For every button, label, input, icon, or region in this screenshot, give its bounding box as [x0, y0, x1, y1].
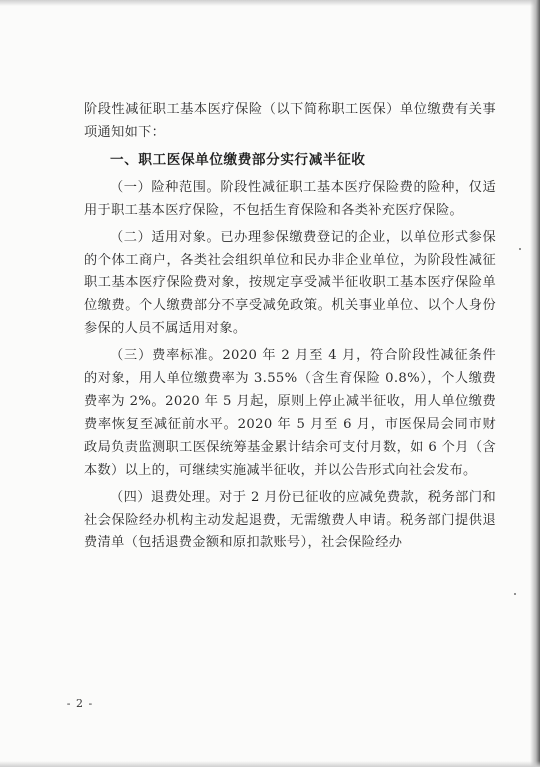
- paragraph-applicable-objects: [84, 227, 496, 342]
- paragraph-refund-handling: [84, 487, 496, 556]
- paragraph-lead: （三）费率标准。: [110, 348, 223, 364]
- scan-shadow-top: [0, 0, 540, 6]
- paragraph-scope: [84, 177, 496, 223]
- paragraph-rate-standard: [84, 345, 496, 482]
- document-body: [84, 99, 496, 555]
- paragraph-body: 已办理参保缴费登记的企业，以单位形式参保的个体工商户，各类社会组织单位和民办非企业单位，为阶段性减征职工基本医疗保险费对象，按规定享受减半征收职工基本医疗保险单位缴费。个人缴费部分不享受减免政策。机关事业单位、以个人身份参保的人员不属适用对象。: [84, 229, 496, 337]
- page-number: - 2 -: [66, 697, 94, 710]
- paragraph-body: 2020 年 2 月至 4 月，符合阶段性减征条件的对象，用人单位缴费率为 3.55%（含生育保险 0.8%），个人缴费费率为 2%。2020 年 5 月起，原则上停止减半征收，用人单位缴费费率恢复至减征前水平。2020 年 5 月至 6 月，市医保局会同市财政局负责监测职工医保统筹基金累计结余可支付月数，如 6 个月（含本数）以上的，可继续实施减半征收，并以公告形式向社会发布。: [84, 348, 496, 478]
- paragraph-body: 对于 2 月份已征收的应减免费款，税务部门和社会保险经办机构主动发起退费，无需缴费人申请。税务部门提供退费清单（包括退费金额和原扣款账号），社会保险经办: [84, 489, 496, 551]
- intro-paragraph: 阶段性减征职工基本医疗保险（以下简称职工医保）单位缴费有关事项通知如下：: [84, 102, 496, 140]
- paragraph-lead: （二）适用对象。: [110, 229, 221, 245]
- paragraph-lead: （四）退费处理。: [110, 489, 220, 505]
- scan-shadow-right: [530, 0, 540, 767]
- paragraph-lead: （一）险种范围。: [110, 179, 221, 195]
- scan-shadow-bottom: [0, 761, 540, 767]
- scan-speck: [519, 248, 521, 250]
- paragraph-body: 阶段性减征职工基本医疗保险费的险种，仅适用于职工基本医疗保险，不包括生育保险和各类补充医疗保险。: [84, 179, 496, 218]
- scan-speck: [514, 593, 516, 595]
- section-heading: 一、职工医保单位缴费部分实行减半征收: [110, 151, 366, 168]
